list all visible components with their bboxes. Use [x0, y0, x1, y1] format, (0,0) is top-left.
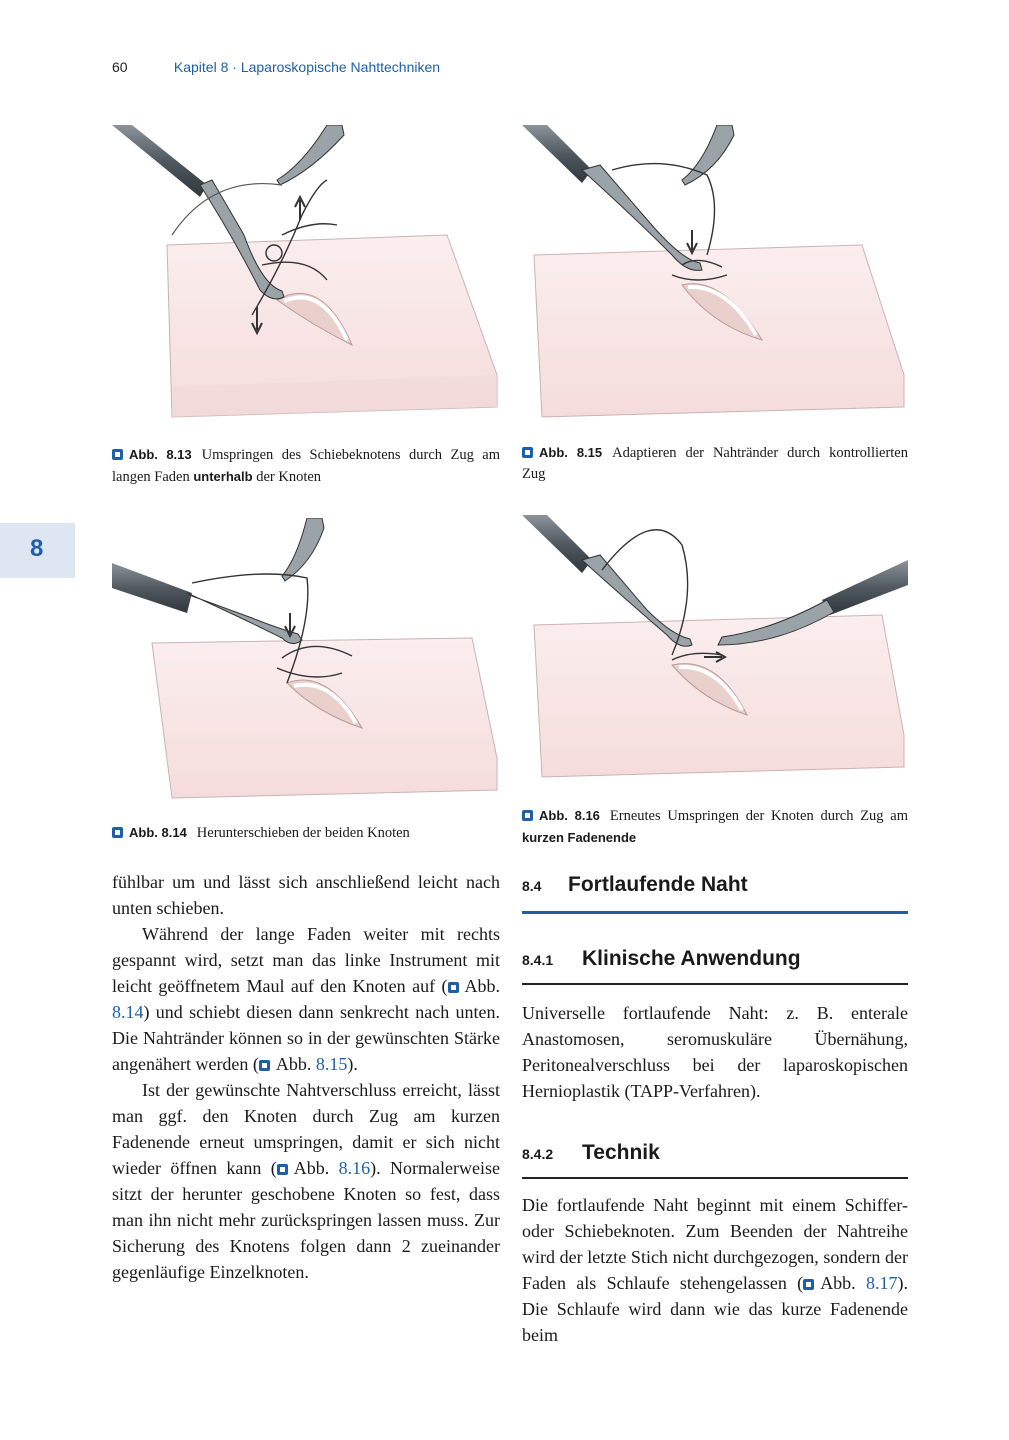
figure-ref-icon: [277, 1164, 288, 1175]
figure-ref-icon: [448, 982, 459, 993]
figure-8-13-illustration: [112, 125, 502, 425]
paragraph: Ist der gewünschte Nahtverschluss erreicht, lässt man ggf. den Knoten durch Zug am kurzen Fadenende erneut umspringen, damit er sich nicht wieder öffnen kann ( Abb. 8.16). Normalerweise sitzt der herunter geschobene Knoten so fest, dass man ihn nicht mehr zurückspringen lassen muss. Zur Sicherung des Knotens folgen dann 2 zueinander gegenläufige Einzelknoten.: [112, 1080, 501, 1282]
subsection-number: 8.4.2: [522, 1146, 554, 1162]
figure-label: Abb. 8.15: [539, 445, 603, 460]
subsection-heading: [522, 1141, 908, 1179]
figure-link[interactable]: 8.17: [866, 1273, 898, 1293]
figure-ref-icon: [259, 1060, 270, 1071]
paragraph: Die fortlaufende Naht beginnt mit einem Schiffer- oder Schiebeknoten. Zum Beenden der Nahtreihe wird der letzte Stich nicht durchgezogen, sondern der Faden als Schlaufe stehengelassen ( Abb. 8.17). Die Schlaufe wird dann wie das kurze Fadenende beim: [522, 1195, 909, 1345]
chapter-thumb-index: [0, 523, 75, 578]
figure-marker-icon: [112, 449, 123, 460]
paragraph: Während der lange Faden weiter mit rechts gespannt wird, setzt man das linke Instrument mit leicht geöffnetem Maul auf den Knoten auf ( Abb. 8.14) und schiebt diesen dann senkrecht nach unten. Die Nahtränder können so in der gewünschten Stärke angenähert werden ( Abb. 8.15).: [112, 924, 500, 1074]
subsection-title: Technik: [582, 1141, 660, 1164]
chapter-thumb-number: 8: [30, 535, 44, 562]
subsection-number: 8.4.1: [522, 952, 554, 968]
chapter-title: Kapitel 8 · Laparoskopische Nahttechniken: [173, 59, 441, 75]
figure-ref-icon: [803, 1279, 814, 1290]
paragraph: fühlbar um und lässt sich anschließend leicht nach unten schieben.: [112, 872, 500, 918]
body-text-right-2: [522, 1192, 908, 1348]
section-title: Fortlaufende Naht: [568, 873, 748, 896]
subsection-heading: [522, 947, 908, 985]
figure-marker-icon: [112, 827, 123, 838]
figure-label: Abb. 8.14: [129, 825, 187, 840]
subsection-title: Klinische Anwendung: [582, 947, 801, 970]
figure-marker-icon: [522, 447, 533, 458]
figure-label: Abb. 8.16: [539, 808, 600, 823]
figure-caption: Abb. 8.16 Erneutes Umspringen der Knoten durch Zug am kurzen Fadenende: [522, 808, 908, 845]
figure-link[interactable]: 8.14: [112, 1002, 144, 1022]
section-number: 8.4: [522, 878, 542, 894]
figure-caption: Abb. 8.14 Herunterschieben der beiden Knoten: [112, 822, 500, 844]
paragraph: Universelle fortlaufende Naht: z. B. enterale Anastomosen, seromuskuläre Übernähung, Peritonealverschluss bei der laparoskopischen Hernioplastik (TAPP-Verfahren).: [522, 1003, 908, 1101]
section-heading: [522, 873, 908, 914]
body-text-right-1: [522, 1000, 908, 1104]
figure-caption: Abb. 8.13 Umspringen des Schiebeknotens durch Zug am langen Faden unterhalb der Knoten: [112, 447, 500, 485]
page-number: 60: [112, 59, 128, 75]
running-header: [112, 59, 440, 75]
figure-8-16-illustration: [522, 515, 908, 805]
figure-label: Abb. 8.13: [129, 447, 192, 462]
body-text-left: [112, 869, 500, 1285]
figure-link[interactable]: 8.16: [338, 1158, 371, 1178]
figure-marker-icon: [522, 810, 533, 821]
figure-link[interactable]: 8.15: [315, 1054, 348, 1074]
figure-8-14-illustration: [112, 518, 502, 808]
figure-8-15-illustration: [522, 125, 908, 425]
figure-caption: Abb. 8.15 Adaptieren der Nahtränder durch kontrollierten Zug: [522, 445, 908, 482]
